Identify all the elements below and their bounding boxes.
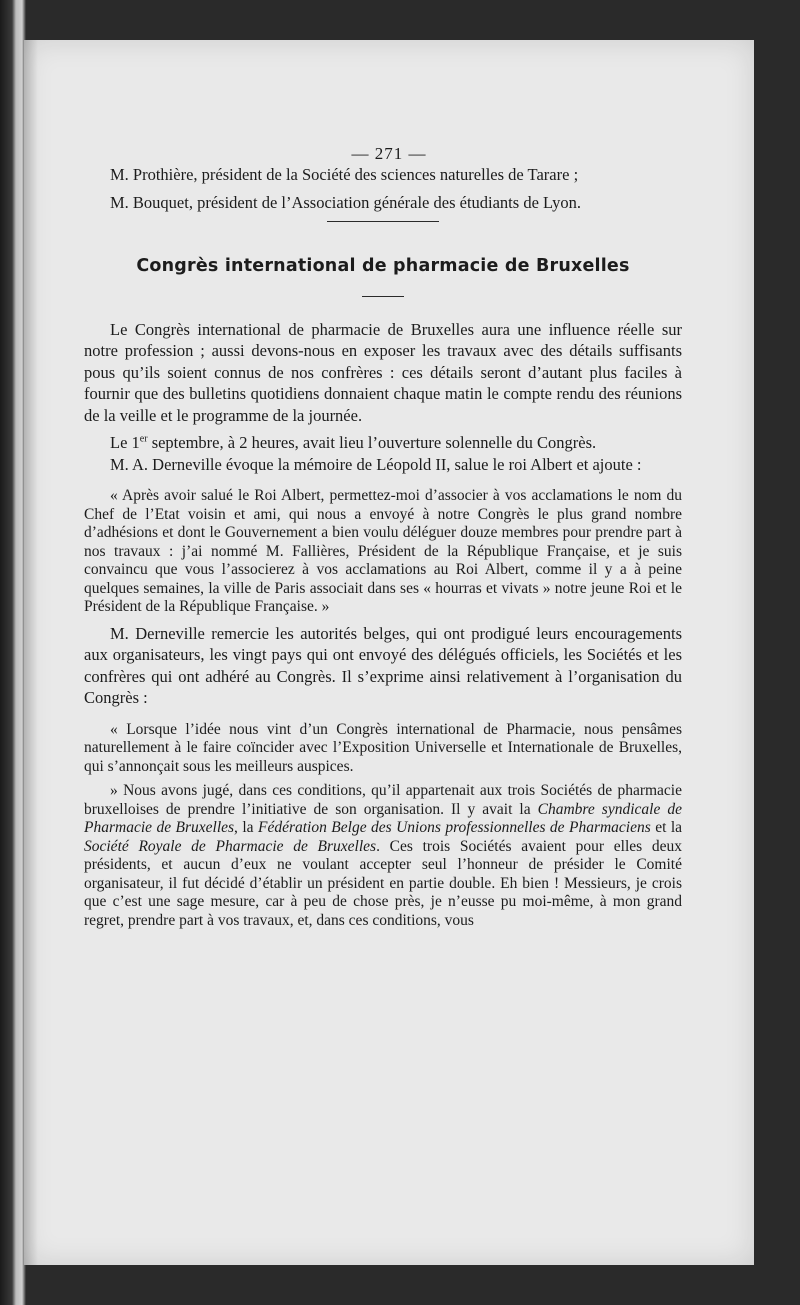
paragraph: M. A. Derneville évoque la mémoire de Léopold II, salue le roi Albert et ajoute :	[110, 454, 642, 474]
quotation	[84, 782, 682, 930]
page-body	[84, 104, 682, 930]
superscript: er	[139, 433, 148, 445]
title-underline	[362, 296, 404, 297]
paragraph: M. Derneville remercie les autorités belges, qui ont prodigué leurs encouragements aux organisateurs, les vingt pays qui ont envoyé des délégués officiels, les Sociétés et les confrères qui ont adhéré au Congrès. Il s’exprime ainsi relativement à l’organisation du Congrès :	[84, 623, 682, 707]
section-separator	[327, 221, 439, 222]
society-name: Fédération Belge des Unions professionnelles de Pharmaciens	[257, 819, 651, 836]
text-run: et la	[650, 819, 683, 836]
page-number: — 271 —	[351, 144, 427, 163]
page-gutter-shadow	[24, 40, 38, 1265]
quotation: « Après avoir salué le Roi Albert, permettez-moi d’associer à vos acclamations le nom du Chef de l’Etat voisin et ami, qui nous a envoyé à notre Congrès le plus grand nombre d’adhésions et dont le Gouvernement a bien voulu déléguer douze membres pour prendre part à nos travaux : j’ai nommé M. Fallières, Président de la République Française, et je suis convaincu que vous l’associerez à vos acclamations au Roi Albert, comme il y a à peine quelques semaines, la ville de Paris associait dans ses « hourras et vivats » notre jeune Roi et le Président de la République Française. »	[84, 487, 682, 615]
text-run: , la	[234, 819, 258, 836]
text-run: Le 1	[110, 433, 140, 452]
article-title: Congrès international de pharmacie de Bruxelles	[136, 256, 630, 276]
quotation: « Lorsque l’idée nous vint d’un Congrès international de Pharmacie, nous pensâmes naturellement à le faire coïncider avec l’Exposition Universelle et Internationale de Bruxelles, qui s’annonçait sous les meilleurs auspices.	[84, 720, 682, 775]
society-name: Chambre syndicale de Pharmacie de Bruxelles	[84, 800, 682, 836]
text-run: » Nous avons jugé, dans ces conditions, qu’il appartenait aux trois Sociétés de pharmacie bruxelloises de prendre l’initiative de son organisation. Il y avait la	[84, 782, 682, 818]
member-entry: M. Bouquet, président de l’Association générale des étudiants de Lyon.	[110, 192, 582, 212]
paragraph	[84, 432, 682, 454]
society-name: Société Royale de Pharmacie de Bruxelles	[84, 837, 377, 855]
text-run: septembre, à 2 heures, avait lieu l’ouverture solennelle du Congrès.	[147, 433, 597, 452]
text-run: . Ces trois Sociétés avaient pour elles deux présidents, et aucun d’eux ne voulant accepter seul l’honneur de présider le Comité organisateur, il fut décidé d’établir un président en partie double. Eh bien ! Messieurs, je crois que c’est une sage mesure, car à peu de chose près, je n’eusse pu moi-même, à mon grand regret, prendre part à vos travaux, et, dans ces conditions, vous	[84, 837, 682, 929]
member-entry: M. Prothière, président de la Société des sciences naturelles de Tarare ;	[110, 165, 579, 184]
paragraph: Le Congrès international de pharmacie de Bruxelles aura une influence réelle sur notre profession ; aussi devons-nous en exposer les travaux avec des détails suffisants pous qu’ils soient connus de nos confrères : ces détails seront d’autant plus faciles à fournir que des bulletins quotidiens donnaient chaque matin le compte rendu des réunions de la veille et le programme de la journée.	[84, 319, 682, 425]
